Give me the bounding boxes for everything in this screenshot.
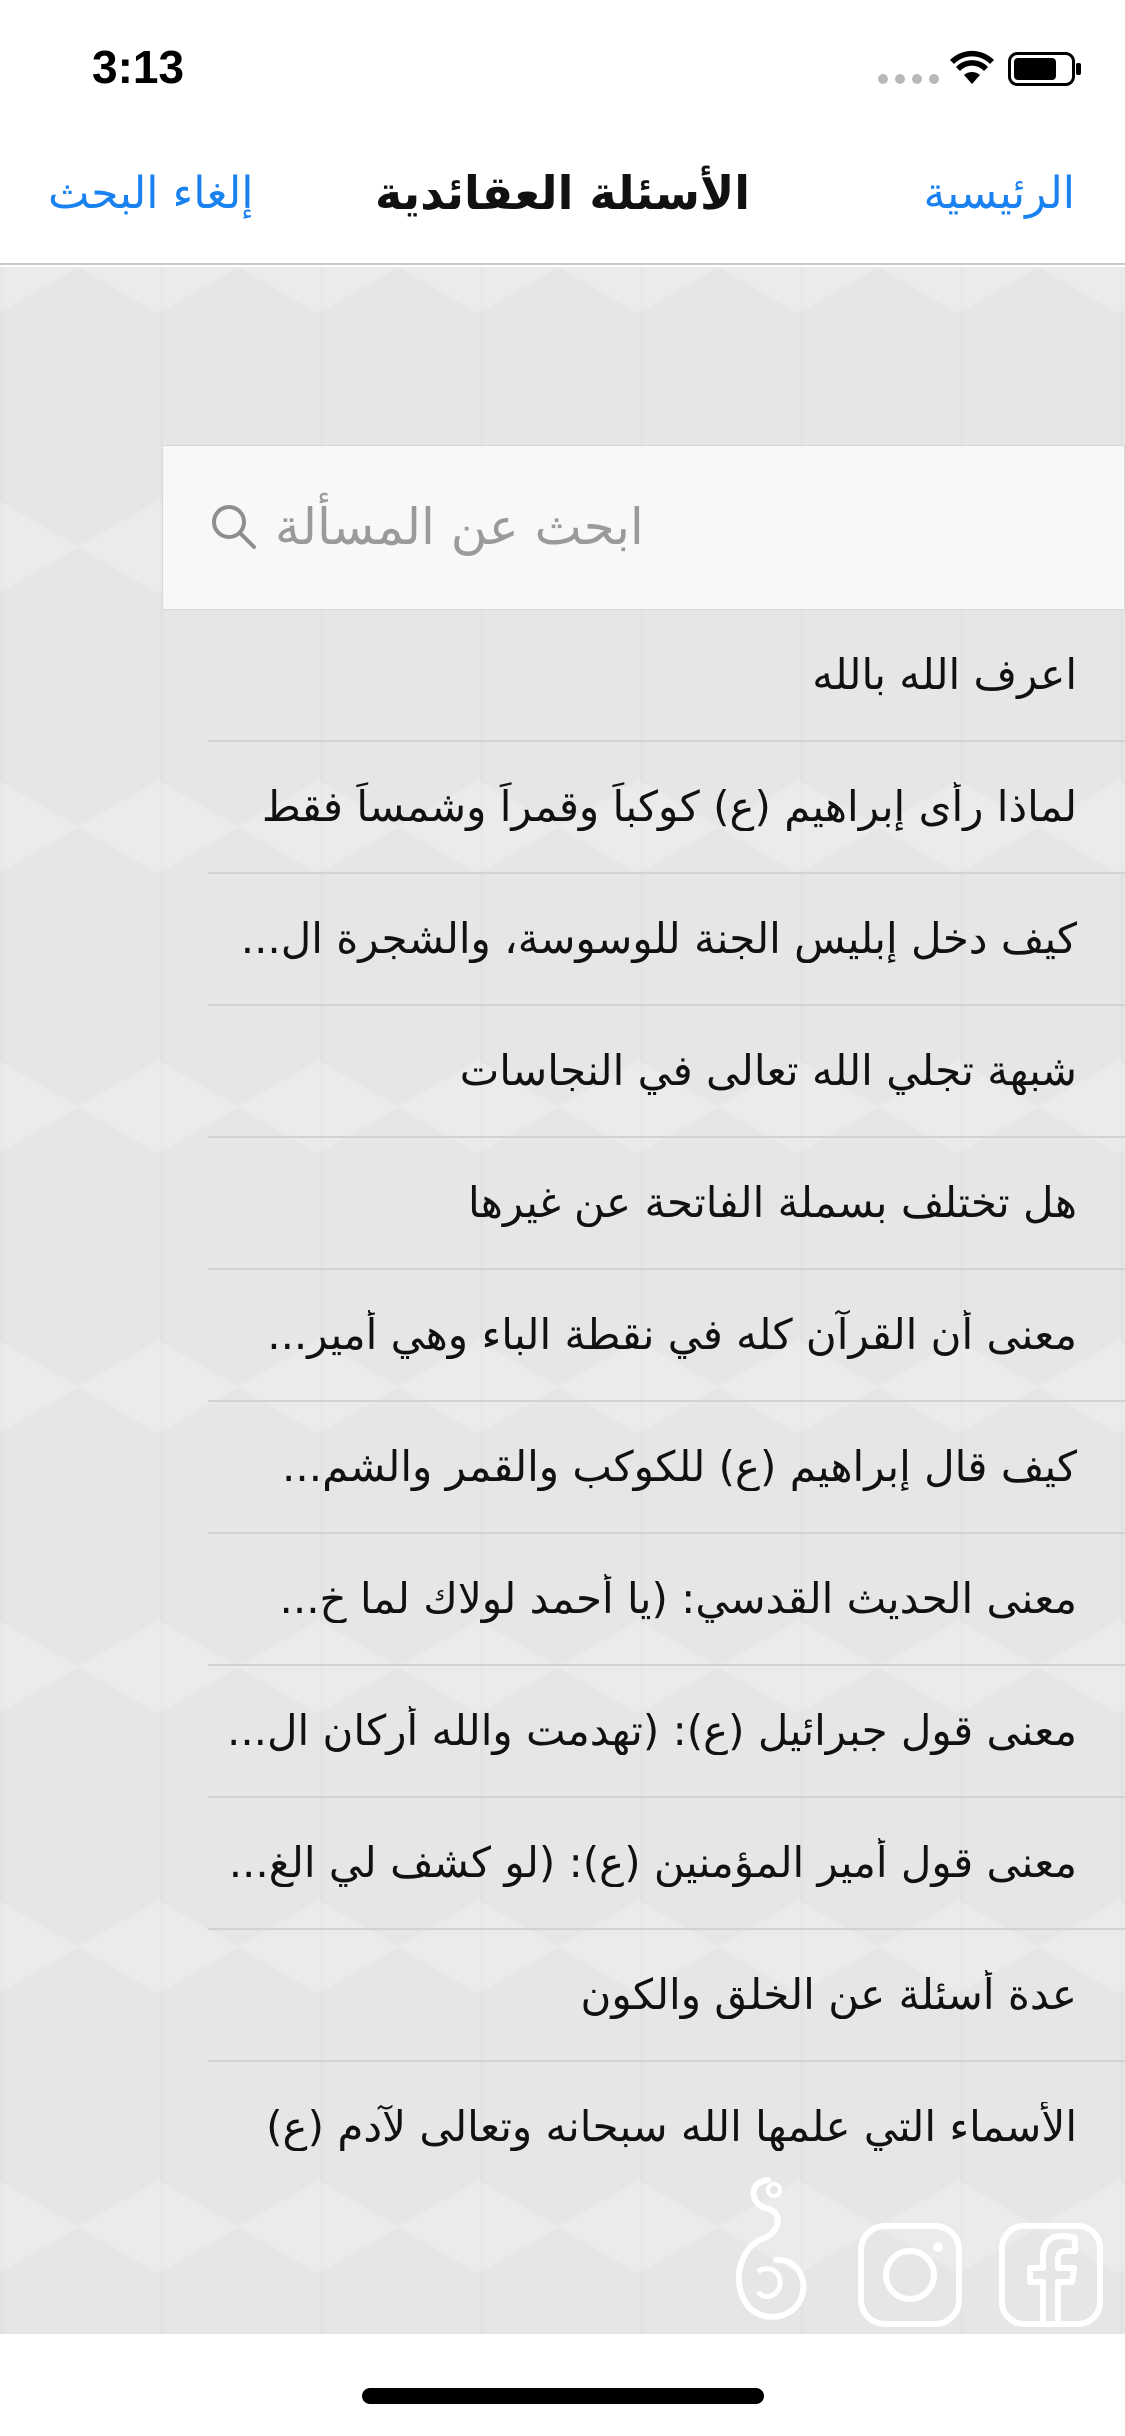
wifi-icon xyxy=(950,50,994,86)
list-item-label: الأسماء التي علمها الله سبحانه وتعالى لآدم (ع) xyxy=(266,2102,1077,2151)
list-item-label: كيف دخل إبليس الجنة للوسوسة، والشجرة ال... xyxy=(240,914,1077,963)
list-item[interactable] xyxy=(208,1138,1125,1270)
status-time: 3:13 xyxy=(92,41,185,93)
home-button[interactable]: الرئيسية xyxy=(923,168,1075,219)
list-item-label: شبهة تجلي الله تعالى في النجاسات xyxy=(459,1046,1077,1095)
list-item[interactable] xyxy=(208,1798,1125,1930)
list-item[interactable] xyxy=(208,1006,1125,1138)
search-input[interactable] xyxy=(162,445,1125,610)
main-content xyxy=(0,267,1125,2334)
cancel-search-button[interactable]: إلغاء البحث xyxy=(48,168,254,219)
signal-dots-icon xyxy=(878,74,939,84)
page-title: الأسئلة العقائدية xyxy=(374,166,751,220)
list-item-label: اعرف الله بالله xyxy=(812,650,1077,699)
instagram-icon[interactable] xyxy=(857,2222,963,2328)
home-indicator[interactable] xyxy=(362,2388,764,2404)
navigation-bar xyxy=(0,140,1125,265)
questions-list xyxy=(208,610,1125,2194)
search-icon xyxy=(209,502,259,552)
list-item[interactable] xyxy=(208,742,1125,874)
list-item[interactable] xyxy=(208,874,1125,1006)
list-item[interactable] xyxy=(208,1930,1125,2062)
list-item[interactable] xyxy=(208,1666,1125,1798)
list-item-label: معنى قول أمير المؤمنين (ع): (لو كشف لي الغ... xyxy=(228,1838,1077,1887)
list-item[interactable] xyxy=(208,2062,1125,2194)
logo-icon[interactable] xyxy=(718,2172,818,2332)
status-bar xyxy=(0,0,1125,140)
facebook-icon[interactable] xyxy=(998,2222,1104,2328)
battery-icon xyxy=(1008,52,1082,86)
list-item[interactable] xyxy=(208,1534,1125,1666)
list-item-label: كيف قال إبراهيم (ع) للكوكب والقمر والشم... xyxy=(282,1442,1077,1491)
list-item[interactable] xyxy=(208,1270,1125,1402)
list-item[interactable] xyxy=(208,1402,1125,1534)
list-item-label: معنى الحديث القدسي: (يا أحمد لولاك لما خ... xyxy=(279,1574,1077,1623)
search-placeholder: ابحث عن المسألة xyxy=(275,498,644,556)
home-indicator-area xyxy=(0,2334,1125,2436)
list-item-label: معنى أن القرآن كله في نقطة الباء وهي أمير... xyxy=(267,1310,1077,1359)
list-item[interactable] xyxy=(208,610,1125,742)
list-item-label: لماذا رأى إبراهيم (ع) كوكباً وقمراً وشمساً فقط xyxy=(261,782,1077,831)
list-item-label: هل تختلف بسملة الفاتحة عن غيرها xyxy=(467,1178,1077,1227)
list-item-label: معنى قول جبرائيل (ع): (تهدمت والله أركان ال... xyxy=(226,1706,1077,1755)
list-item-label: عدة أسئلة عن الخلق والكون xyxy=(580,1970,1077,2019)
